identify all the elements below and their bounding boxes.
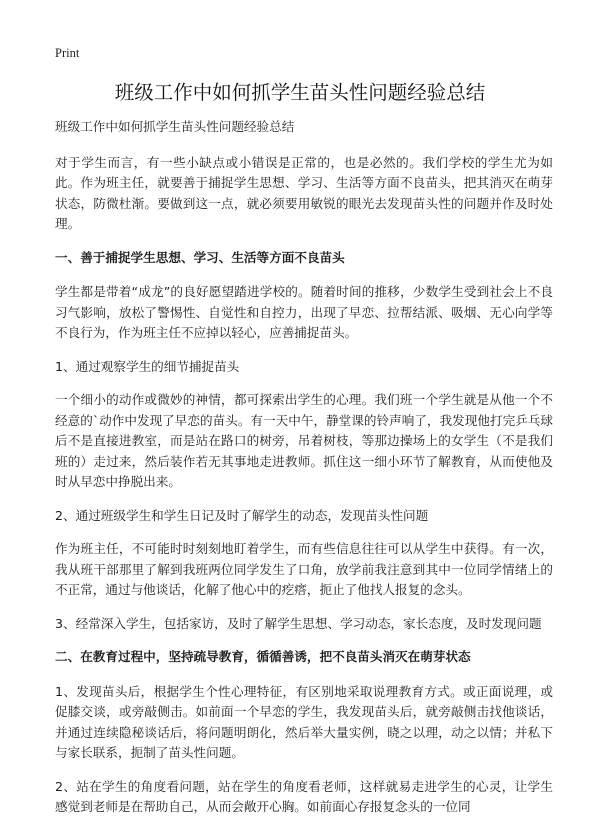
section-2-heading: 二、在教育过程中，坚持疏导教育，循循善诱，把不良苗头消灭在萌芽状态 xyxy=(55,649,471,664)
item-2-heading: 2、通过班级学生和学生日记及时了解学生的动态，发现苗头性问题 xyxy=(55,507,429,523)
section-2-item-1-paragraph: 1、发现苗头后，根据学生个性心理特征，有区别地采取说理教育方式。或正面说理，或促膝交谈，或旁敲侧击。如前面一个早恋的学生，我发现苗头后，就旁敲侧击找他谈话，并通过连续隐秘谈话后，将问题明朗化，然后举大量实例，晓之以理，动之以情；并私下与家长联系，扼制了苗头性问题。 xyxy=(55,683,553,760)
print-link[interactable]: Print xyxy=(55,46,80,60)
document-subtitle: 班级工作中如何抓学生苗头性问题经验总结 xyxy=(55,119,295,134)
item-2-paragraph: 作为班主任，不可能时时刻刻地盯着学生，而有些信息往往可以从学生中获得。有一次，我从班干部那里了解到我班两位同学发生了口角，放学前我注意到其中一位同学情绪上的不正常，通过与他谈话，化解了他心中的疙瘩，扼止了他找人报复的念头。 xyxy=(55,541,553,597)
section-1-paragraph: 学生都是带着“成龙”的良好愿望踏进学校的。随着时间的推移，少数学生受到社会上不良习气影响，放松了警惕性、自觉性和自控力，出现了早恋、拉帮结派、吸烟、无心向学等不良行为，作为班主任不应掉以轻心，应善捕捉苗头。 xyxy=(55,284,553,340)
section-2-item-2-paragraph: 2、站在学生的角度看问题，站在学生的角度看老师，这样就易走进学生的心灵，让学生感觉到老师是在帮助自己，从而会敞开心胸。如前面心存报复念头的一位同 xyxy=(55,778,553,814)
item-3-paragraph: 3、经常深入学生，包括家访，及时了解学生思想、学习动态，家长态度，及时发现问题 xyxy=(55,615,542,631)
section-1-heading: 一、善于捕捉学生思想、学习、生活等方面不良苗头 xyxy=(55,249,345,265)
item-1-paragraph: 一个细小的动作或微妙的神情，都可探索出学生的心理。我们班一个学生就是从他一个不经意的`动作中发现了早恋的苗头。有一天中午，静堂课的铃声响了，我发现他打完乒乓球后不是直接进教室，而是站在路口的树旁，吊着树枝，等那边操场上的女学生（不是我们班的）走过来，然后装作若无其事地走进教师。抓住这一细小环节了解教育，从而使他及时从早恋中挣脱出来。 xyxy=(55,392,553,489)
document-body xyxy=(55,117,553,828)
page-title: 班级工作中如何抓学生苗头性问题经验总结 xyxy=(114,81,486,104)
intro-paragraph: 对于学生而言，有一些小缺点或小错误是正常的，也是必然的。我们学校的学生尤为如此。作为班主任，就要善于捕捉学生思想、学习、生活等方面不良苗头，把其消灭在萌芽状态，防微杜渐。要做到这一点，就必须要用敏锐的眼光去发现苗头性的问题并作及时处理。 xyxy=(55,154,553,231)
item-1-heading: 1、通过观察学生的细节捕捉苗头 xyxy=(55,358,240,374)
